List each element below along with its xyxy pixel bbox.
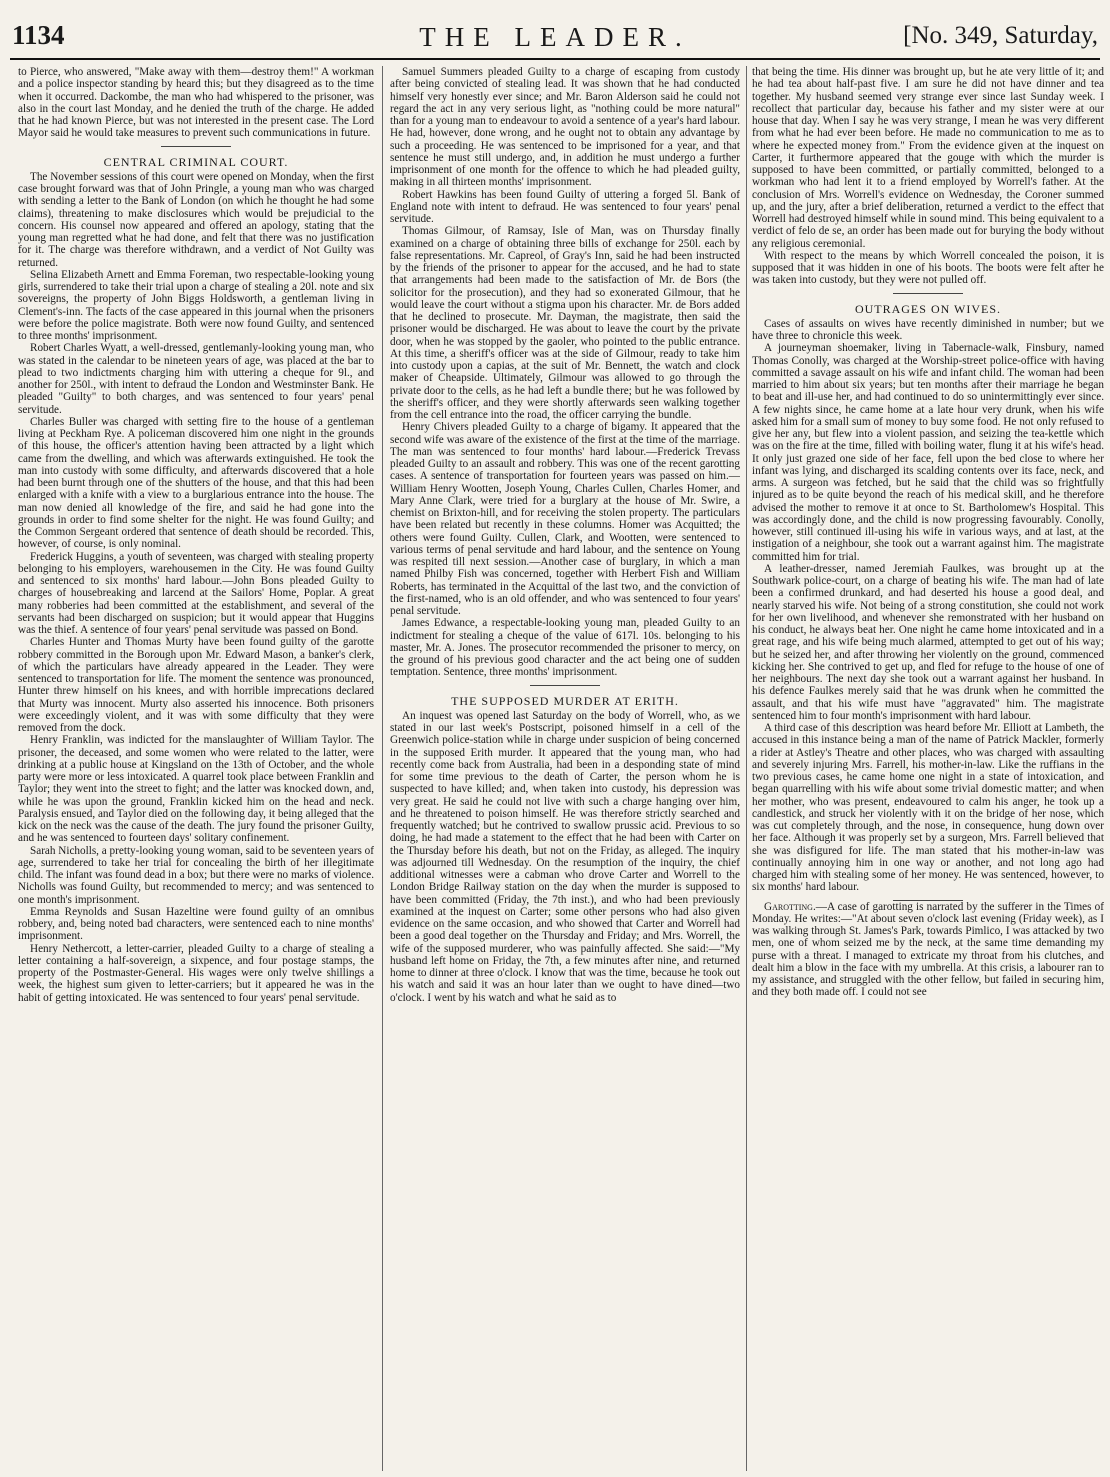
paragraph: With respect to the means by which Worrell concealed the poison, it is supposed that it was hidden in one of his boots. The boots were felt after he was taken into custody, but they were not pulled off.: [752, 249, 1104, 287]
paragraph: An inquest was opened last Saturday on the body of Worrell, who, as we stated in our last week's Postscript, poisoned himself in a cell of the Greenwich police-station while in charge under suspicion of being concerned in the supposed Erith murder. It appeared that the young man, who had recently come back from Australia, had been in a desponding state of mind for some time previous to the death of Carter, the person whom he is suspected to have killed; and, when taken into custody, his depression was very great. He said he could not live with such a charge hanging over him, and he threatened to poison himself. He was therefore strictly searched and frequently watched; but he contrived to swallow prussic acid. Previous to so doing, he had made a statement to the effect that he had been with Carter on the Thursday before his death, but not on the Friday, as alleged. The inquiry was adjourned till Wednesday. On the resumption of the inquiry, the chief additional witnesses were a cabman who drove Carter and Worrell to the London Bridge Railway station on the day when the murder is supposed to have been committed (Friday, the 7th inst.), and who had been previously examined at the inquest on Carter; some other persons who had also given evidence on the same occasion, and who showed that Carter and Worrell had been a good deal together on the Thursday and Friday; and Mrs. Worrell, the wife of the supposed murderer, who was painfully affected. She said:—"My husband left home on Friday, the 7th, a few minutes after nine, and returned home to dinner at three o'clock. I know that was the time, because he took out his watch and said it was an hour later than we ought to have dined—two o'clock. I went by his watch and what he said as to: [390, 709, 740, 1004]
issue-info: [No. 349, Saturday,: [903, 22, 1098, 49]
paragraph: Cases of assaults on wives have recently diminished in number; but we have three to chronicle this week.: [752, 317, 1104, 342]
paragraph: Frederick Huggins, a youth of seventeen, was charged with stealing property belonging to his employers, warehousemen in the City. He was found Guilty and sentenced to six months' hard labour.—John Bons pleaded Guilty to charges of housebreaking and larcend at the Sailors' Home, Poplar. A great many robberies had been committed at the establishment, and several of the servants had been discharged on suspicion; but it would appear that Huggins was the thief. A sentence of four years' penal servitude was passed on Bond.: [18, 550, 374, 636]
paragraph: A third case of this description was heard before Mr. Elliott at Lambeth, the accused in this instance being a man of the name of Patrick Mackler, formerly a rider at Astley's Theatre and other places, who was charged with assaulting and severely injuring Mrs. Farrell, his mother-in-law. Like the ruffians in the two previous cases, he came home one night in a state of intoxication, and began quarrelling with his wife about some trivial domestic matter; and when her mother, who was present, endeavoured to calm his anger, he took up a candlestick, and struck her violently with it on the bridge of her nose, which was cut completely through, and the nose, in consequence, hung down over her face. Although it was properly set by a surgeon, Mrs. Farrell believed that she was disfigured for life. The man stated that his mother-in-law was continually annoying him in one way or another, and not long ago had charged him with stealing some of her money. He was sentenced, however, to six months' hard labour.: [752, 722, 1104, 894]
paragraph: The November sessions of this court were opened on Monday, when the first case brought forward was that of John Pringle, a young man who was charged with sending a letter to the Bank of London (on which he thought he had some claims), threatening to make disclosures which would be prejudicial to the concern. His counsel now appeared and offered an apology, stating that the young man regretted what he had done, and felt that there was no justification for it. The charge was therefore withdrawn, and a verdict of Not Guilty was returned.: [18, 170, 374, 269]
paragraph: Henry Franklin, was indicted for the manslaughter of William Taylor. The prisoner, the deceased, and some women who were related to the latter, were drinking at a public house at Kingsland on the 13th of October, and the whole party were more or less intoxicated. A quarrel took place between Franklin and Taylor; they went into the street to fight; and the latter was knocked down, and, while he was upon the ground, Franklin kicked him on the head and neck. Paralysis ensued, and Taylor died on the following day, it being alleged that the kick on the neck was the cause of the death. The jury found the prisoner Guilty, and he was sentenced to fourteen days' solitary confinement.: [18, 734, 374, 845]
paragraph: Emma Reynolds and Susan Hazeltine were found guilty of an omnibus robbery, and, being noted bad characters, were sentenced each to nine months' imprisonment.: [18, 905, 374, 943]
paragraph: Samuel Summers pleaded Guilty to a charge of escaping from custody after being convicted of stealing lead. It was shown that he had conducted himself very honestly ever since; and Mr. Baron Alderson said he could not regard the act in any very serious light, as "nothing could be more natural" than for a young man to endeavour to avoid a sentence of a year's hard labour. He had, however, done wrong, and he ought not to obtain any advantage by such a proceeding. He was sentenced to be imprisoned for a year, and that sentence he must still undergo, and, in addition he must undergo a further imprisonment of one month for the offence to which he had pleaded guilty, making in all thirteen months' imprisonment.: [390, 66, 740, 189]
column-1: [18, 66, 374, 1471]
section-heading-outrages-on-wives: OUTRAGES ON WIVES.: [854, 301, 1002, 316]
paragraph: Henry Nethercott, a letter-carrier, pleaded Guilty to a charge of stealing a letter containing a half-sovereign, a sixpence, and four postage stamps, the property of the Postmaster-General. His wages were only twelve shillings a week, the highest sum given to letter-carriers; but it appeared he was in the habit of getting intoxicated. He was sentenced to four years' penal servitude.: [18, 942, 374, 1004]
masthead: [0, 0, 1110, 62]
section-heading-erith-murder: THE SUPPOSED MURDER AT ERITH.: [451, 693, 679, 708]
paragraph: Robert Hawkins has been found Guilty of uttering a forged 5l. Bank of England note with intent to defraud. He was sentenced to four years' penal servitude.: [390, 188, 740, 225]
paragraph: that being the time. His dinner was brought up, but he ate very little of it; and he had tea about half-past five. I am sure he did not have dinner and tea together. My husband seemed very strange ever since last Sunday week. I recollect that particular day, because his father and my sister were at our house that day. When I say he was very strange, I mean he was very different from what he had ever been before. He made no communication to me as to where he expected money from." From the evidence given at the inquest on Carter, it furthermore appeared that the gouge with which the murder is supposed to have been committed, or partially committed, belonged to a workman who had lent it to a friend employed by Worrell's father. At the conclusion of Mrs. Worrell's evidence on Wednesday, the Coroner summed up, and the jury, after a brief deliberation, returned a verdict to the effect that Worrell had destroyed himself while in sound mind. This being equivalent to a verdict of felo de se, an order has been made out for burying the body without any religious ceremonial.: [752, 66, 1104, 250]
section-rule: [161, 146, 231, 147]
paragraph: Henry Chivers pleaded Guilty to a charge of bigamy. It appeared that the second wife was aware of the existence of the first at the time of the marriage. The man was sentenced to four months' hard labour.—Frederick Trevass pleaded Guilty to an assault and robbery. This was one of the recent garotting cases. A sentence of transportation for fourteen years was passed on him.—William Henry Wootten, Joseph Young, Charles Cullen, Charles Homer, and Mary Anne Clark, were tried for a burglary at the house of Mr. Swire, a chemist on Brixton-hill, and for receiving the stolen property. The particulars have been related but recently in these columns. Homer was Acquitted; the others were found Guilty. Cullen, Clark, and Wootten, were sentenced to various terms of penal servitude and hard labour, and the sentence on Young was respited till next session.—Another case of burglary, in which a man named Philby Fish was concerned, together with Herbert Fish and William Roberts, has terminated in the Acquittal of the last two, and the conviction of the first-named, who is an old offender, and who was sentenced to four years' penal servitude.: [390, 421, 740, 617]
paragraph: Charles Buller was charged with setting fire to the house of a gentleman living at Peckham Rye. A policeman discovered him one night in the grounds of this house, the officer's attention having been attracted by a light which came from the dwelling, and which was afterwards extinguished. He took the man into custody with some difficulty, and afterwards discovered that a hole had been burnt through one of the shutters of the house, and that this had been enlarged with a knife with a view to a burglarious entrance into the house. The man now denied all knowledge of the fire, and said he had gone into the grounds in order to find some shelter for the night. He was found Guilty; and the Common Sergeant ordered that sentence of death should be recorded. This, however, of course, is only nominal.: [18, 415, 374, 551]
newspaper-title: THE LEADER.: [419, 22, 691, 52]
paragraph: Selina Elizabeth Arnett and Emma Foreman, two respectable-looking young girls, surrendered to take their trial upon a charge of stealing a 20l. note and six sovereigns, the property of John Biggs Holdsworth, a gentleman living in Clement's-inn. The facts of the case appeared in this journal when the prisoners were before the police magistrate. Both were now found Guilty, and sentenced to three months' imprisonment.: [18, 268, 374, 342]
column-2: [390, 66, 740, 1471]
paragraph: Robert Charles Wyatt, a well-dressed, gentlemanly-looking young man, who was stated in the calendar to be nineteen years of age, was placed at the bar to plead to two indictments charging him with uttering a cheque for 9l., and another for 250l., with intent to defraud the London and Westminster Bank. He pleaded "Guilty" to both charges, and was sentenced to four years' penal servitude.: [18, 342, 374, 416]
column-divider-2: [746, 66, 747, 1471]
article-continuation: to Pierce, who answered, "Make away with them—destroy them!" A workman and a police inspector standing by heard this; but they disagreed as to the time when it occurred. Dackombe, the man who had whispered to the prisoner, was also in the court last Monday, and he denied the truth of the charge. He added that he had known Pierce, but was not interested in the present case. The Lord Mayor said he would take measures to prevent such communications in future.: [18, 66, 374, 140]
section-rule: [893, 293, 963, 294]
paragraph: A journeyman shoemaker, living in Tabernacle-walk, Finsbury, named Thomas Conolly, was charged at the Worship-street police-office with having committed a savage assault on his wife and infant child. The woman had been married to him about six years; but ten months after their marriage he began to beat and ill-use her, and had continued to do so unintermittingly ever since. A few nights since, he came home at a late hour very drunk, when his wife asked him for a small sum of money to buy some food. He not only refused to give her any, but flew into a violent passion, and seizing the tea-kettle which was on the fire at the time, filled with boiling water, flung it at his wife's head. It only just grazed one side of her face, fell upon the bed close to where her infant was lying, and discharged its scalding contents over its face, neck, and arms. A surgeon was fetched, but he said that the child was so frightfully injured as to be quite beyond the reach of his medical skill, and he therefore advised the mother to remove it at once to St. Bartholomew's Hospital. This was accordingly done, and the child is now progressing favourably. Conolly, however, still continued ill-using his wife in various ways, and at last, at the instigation of a neighbour, she took out a warrant against him. The magistrate committed him for trial.: [752, 342, 1104, 563]
paragraph: James Edwance, a respectable-looking young man, pleaded Guilty to an indictment for stealing a cheque of the value of 617l. 10s. belonging to his master, Mr. A. Jones. The prosecutor recommended the prisoner to mercy, on the ground of his previous good character and the act being one of sudden temptation. Sentence, three months' imprisonment.: [390, 617, 740, 679]
section-rule: [530, 685, 600, 686]
garotting-paragraph: [752, 901, 1104, 999]
page-number: 1134: [12, 20, 65, 50]
garotting-text: —A case of garotting is narrated by the sufferer in the Times of Monday. He writes:—"At about seven o'clock last evening (Friday week), as I was walking through St. James's Park, towards Pimlico, I was attacked by two men, one of whom seized me by the neck, at the same time demanding my purse with a threat. I managed to extricate my throat from his clutches, and dealt him a blow in the face with my umbrella. At this crisis, a labourer ran to my assistance, and struggled with the other fellow, but failed in securing him, and they both made off. I could not see: [752, 900, 1104, 999]
section-heading-central-criminal-court: CENTRAL CRIMINAL COURT.: [103, 154, 289, 169]
column-divider-1: [382, 66, 383, 1471]
paragraph: Sarah Nicholls, a pretty-looking young woman, said to be seventeen years of age, surrendered to take her trial for concealing the birth of her illegitimate child. The infant was found dead in a box; but there were no marks of violence. Nicholls was found Guilty, but recommended to mercy; and was sentenced to one month's imprisonment.: [18, 844, 374, 906]
garotting-lead: Garotting.: [764, 900, 816, 913]
masthead-rule: [10, 58, 1100, 60]
paragraph: Charles Hunter and Thomas Murty have been found guilty of the garotte robbery committed in the Borough upon Mr. Edward Mason, a banker's clerk, of which the particulars have already appeared in the Leader. They were sentenced to transportation for life. The moment the sentence was pronounced, Hunter threw himself on his knees, and with horrible imprecations declared that Murty was innocent. Murty also asserted his innocence. Both prisoners were exceedingly violent, and it was with some difficulty that they were removed from the dock.: [18, 636, 374, 734]
column-3: [752, 66, 1104, 1471]
paragraph: A leather-dresser, named Jeremiah Faulkes, was brought up at the Southwark police-court, on a charge of beating his wife. The man had of late been a confirmed drunkard, and had deserted his house a good deal, and nearly starved his wife. Not being of a strong constitution, she could not work for her own livelihood, and whenever she remonstrated with her husband on his conduct, he always beat her. One night he came home intoxicated and in a great rage, and his wife being much alarmed, attempted to get out of his way; but he seized her, and after throwing her violently on the ground, commenced kicking her. She contrived to get up, and fled for refuge to the house of one of her neighbours. The next day she took out a warrant against her husband. In his defence Faulkes merely said that he was drunk when he committed the assault, and that his wife must have "aggravated" him. The magistrate sentenced him to four month's imprisonment with hard labour.: [752, 562, 1104, 722]
paragraph: Thomas Gilmour, of Ramsay, Isle of Man, was on Thursday finally examined on a charge of obtaining three bills of exchange for 250l. each by false representations. Mr. Capreol, of Gray's Inn, said he had been instructed by the friends of the prisoner to appear for the accused, and he had to state that arrangements had been made to the satisfaction of Mr. de Bors (the solicitor for the prosecution), and they had so exonerated Gilmour, that he would leave the court without a stigma upon his character. Mr. de Bors added that he declined to prosecute. Mr. Dayman, the magistrate, then said the prisoner would be discharged. He was about to leave the court by the private door, when he was stopped by the gaoler, who pointed to the public entrance. At this time, a sheriff's officer was at the side of Gilmour, ready to take him into custody upon a capias, at the suit of Mr. Bennett, the watch and clock maker of Cheapside. Ultimately, Gilmour was allowed to go through the private door to the cells, as he had left a bundle there; but he was followed by the sheriff's officer, and they were shortly afterwards seen walking together from the cell entrance into the road, the officer carrying the bundle.: [390, 225, 740, 421]
